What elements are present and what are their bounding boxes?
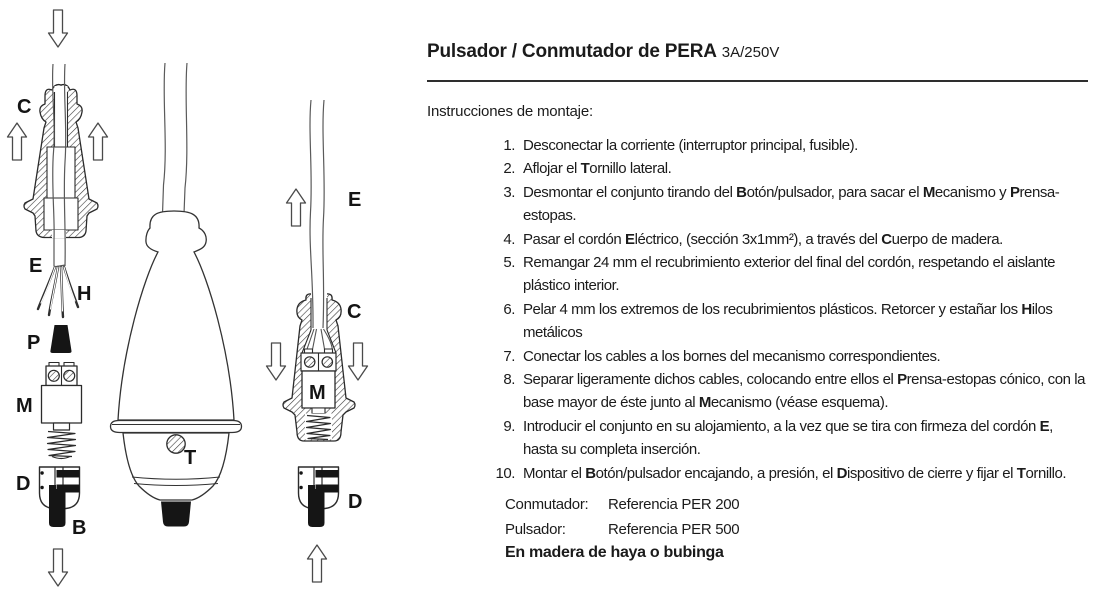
instruction-list [487,134,1088,485]
collar [111,421,242,433]
arrow-up-icon [8,123,27,160]
label-prensa: P [27,332,41,354]
electric-cord [163,63,188,214]
step-number: 2. [503,160,515,178]
instruction-step [487,298,1088,345]
arrow-down-icon [267,343,286,380]
right-section-view [267,100,368,582]
arrow-down-icon [49,549,68,586]
instruction-step [487,181,1088,228]
instruction-step [487,368,1088,415]
step-text: Aflojar el Tornillo lateral. [523,160,672,178]
arrow-up-icon [308,545,327,582]
step-text: Remangar 24 mm el recubrimiento exterior del final del cordón, respetando el aislante plástico interior. [523,254,1056,295]
stripped-wires [38,267,78,317]
step-number: 3. [503,183,515,201]
page-title [427,40,1088,65]
wood-body-section [24,85,98,238]
step-number: 5. [503,254,515,272]
instruction-step [487,157,1088,180]
step-number: 10. [495,464,515,482]
instruction-step [487,415,1088,462]
step-text: Pelar 4 mm los extremos de los recubrimientos plásticos. Retorcer y estañar los Hilos metálicos [523,300,1053,342]
terminal-screw [64,370,75,381]
diagram-svg [0,0,427,600]
instruction-step [487,134,1088,157]
step-text: Desmontar el conjunto tirando del Botón/pulsador, para sacar el Mecanismo y Prensa-estopas. [523,183,1060,225]
instruction-step [487,251,1088,298]
reference-list [505,492,1088,542]
terminal-screw [322,357,332,367]
reference-value: Referencia PER 200 [608,496,740,514]
reference-value: Referencia PER 500 [608,521,740,539]
step-number: 1. [503,137,515,154]
step-text: Introducir el conjunto en su alojamiento, a la vez que se tira con firmeza del cordón E, hasta su completa inserción. [523,417,1053,459]
reference-label: Conmutador: [505,496,589,514]
terminal-screw [305,357,315,367]
label-boton: B [72,517,87,539]
label-hilos: H [77,283,92,305]
instruction-step [487,345,1088,368]
step-text: Pasar el cordón Eléctrico, (sección 3x1mm²), a través del Cuerpo de madera. [523,230,1003,248]
label-tornillo: T [184,447,197,469]
reference-label: Pulsador: [505,521,566,539]
step-text: Desconectar la corriente (interruptor principal, fusible). [523,137,858,154]
instruction-step [487,462,1088,485]
label-cuerpo: C [347,301,362,323]
label-cordon: E [348,189,362,211]
step-number: 8. [503,371,515,389]
label-dispositivo: D [348,491,363,513]
reference-row [505,492,1088,517]
step-number: 9. [503,417,515,435]
push-button [161,502,191,527]
title-rule [427,80,1088,82]
closure-device [299,467,339,527]
switch-mechanism [42,363,82,459]
step-text: Conectar los cables a los bornes del mecanismo correspondientes. [523,347,941,365]
step-number: 4. [503,230,515,248]
wood-note: En madera de haya o bubinga [505,544,724,562]
middle-assembled-view [111,63,242,527]
step-number: 7. [503,347,515,365]
arrow-down-icon [349,343,368,380]
label-dispositivo: D [16,473,31,495]
instructions-panel [427,40,1088,562]
arrow-down-icon [49,10,68,47]
reference-row [505,517,1088,542]
threaded-stem [48,432,76,459]
label-cuerpo: C [17,96,32,118]
step-number: 6. [503,300,515,318]
label-cordon: E [29,255,43,277]
label-mecanismo: M [309,382,326,404]
title-rating: 3A/250V [721,44,780,61]
gland-cone [50,325,71,353]
assembly-diagram [0,0,427,600]
arrow-up-icon [89,123,108,160]
terminal-screw [48,370,59,381]
label-mecanismo: M [16,395,33,417]
instruction-step [487,228,1088,251]
instructions-heading: Instrucciones de montaje: [427,103,593,120]
left-exploded-view [8,10,108,586]
pear-body [118,211,234,420]
step-text: Separar ligeramente dichos cables, colocando entre ellos el Prensa-estopas cónico, con la base mayor de éste junto al Mecanismo (véase esquema). [523,371,1085,412]
side-screw [167,435,185,453]
step-text: Montar el Botón/pulsador encajando, a presión, el Dispositivo de cierre y fijar el Tornillo. [523,464,1067,482]
title-text: Pulsador / Conmutador de PERA [427,41,717,62]
arrow-up-icon [287,189,306,226]
